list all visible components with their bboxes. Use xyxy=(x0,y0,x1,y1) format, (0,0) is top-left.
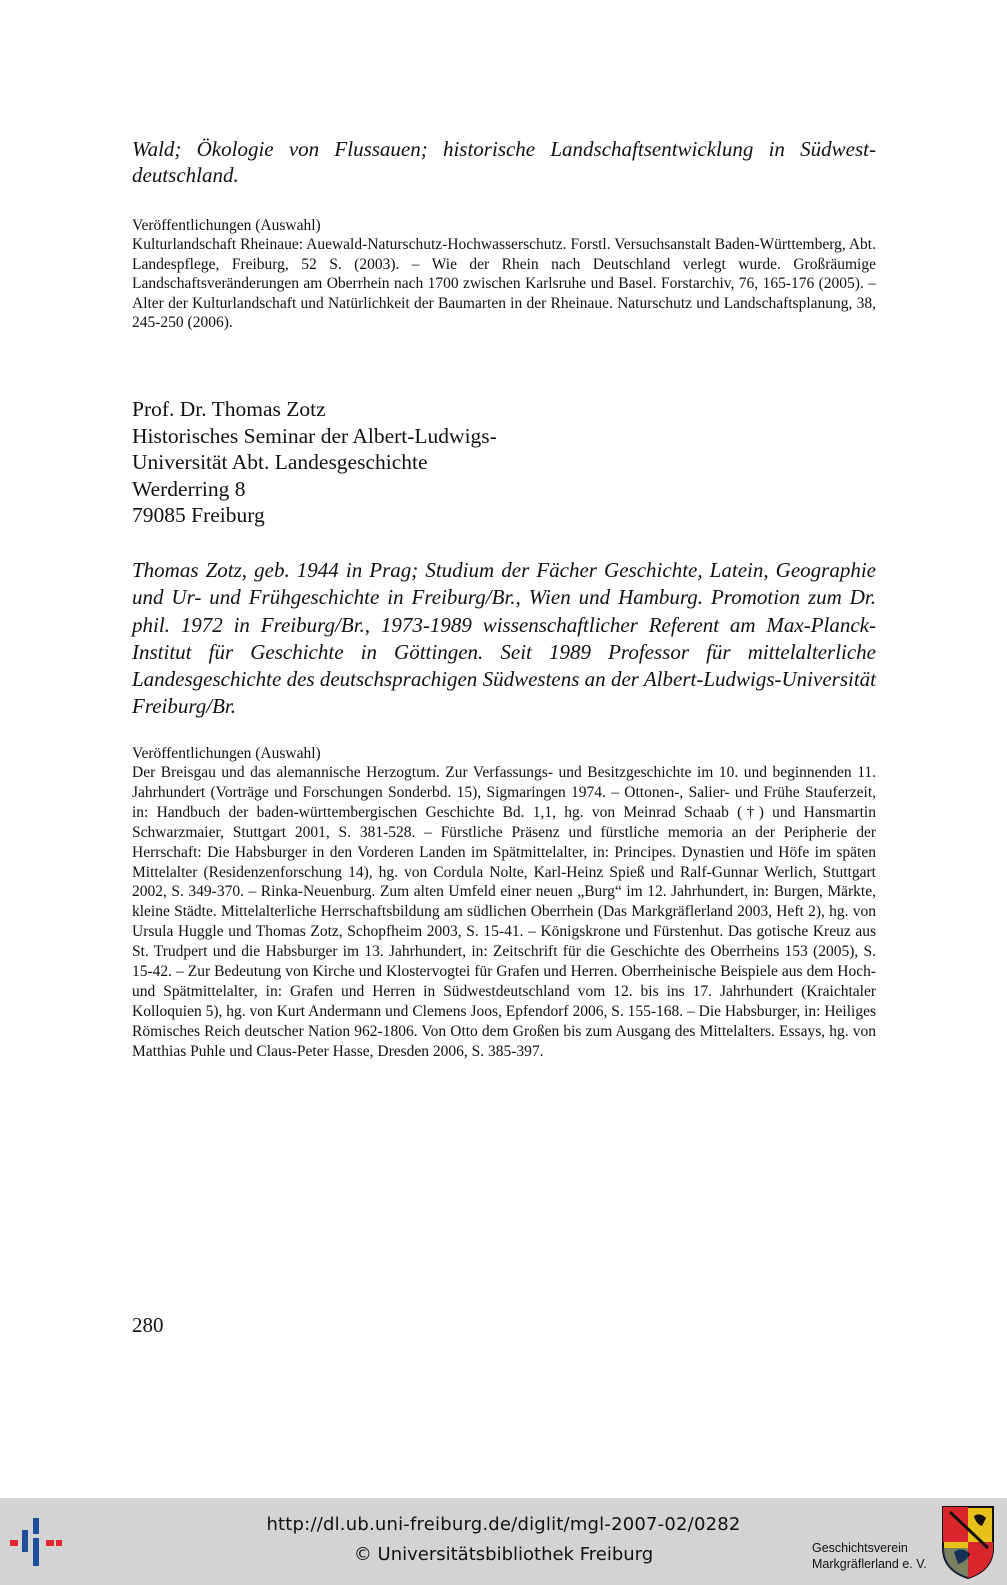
address-line-2: Universität Abt. Landesgeschichte xyxy=(132,450,428,474)
publications-heading: Veröffentlichungen (Auswahl) xyxy=(132,217,321,234)
coat-of-arms-icon xyxy=(940,1504,996,1580)
publications-section-1 xyxy=(132,216,876,333)
author-biography: Thomas Zotz, geb. 1944 in Prag; Studium der Fächer Geschichte, Latein, Geographie und Ur- und Frühgeschichte in Freiburg/Br., Wien und Hamburg. Promotion zum Dr. phil. 1972 in Freiburg/Br., 1973-1989 wissenschaftlicher Referent am Max-Planck-Institut für Geschichte in Göttingen. Seit 1989 Professor für mittelalterliche Landesgeschichte des deutschsprachigen Südwestens an der Albert-Ludwigs-Universität Freiburg/Br. xyxy=(132,558,876,719)
top-fragment-text: Wald; Ökologie von Flussauen; historische Landschaftsentwicklung in Südwest-deutschland. xyxy=(132,137,876,187)
author-name: Prof. Dr. Thomas Zotz xyxy=(132,397,326,421)
page-number: 280 xyxy=(132,1313,164,1337)
footer-copyright: © Universitätsbibliothek Freiburg xyxy=(353,1544,654,1565)
publications-text: Der Breisgau und das alemannische Herzogtum. Zur Verfassungs- und Besitzgeschichte im 10. und beginnenden 11. Jahrhundert (Vorträge und Forschungen Sonderbd. 15), Sigmaringen 1974. – Ottonen-, Salier- und Frühe Stauferzeit, in: Handbuch der baden-württembergischen Geschichte Bd. 1,1, hg. von Meinrad Schaab (†) und Hansmartin Schwarzmaier, Stuttgart 2001, S. 381-528. – Fürstliche Präsenz und fürstliche memoria an der Peripherie der Herrschaft: Die Habsburger in den Vorderen Landen im Spätmittelalter, in: Principes. Dynastien und Höfe im späten Mittelalter (Residenzenforschung 14), hg. von Cordula Nolte, Karl-Heinz Spieß und Ralf-Gunnar Werlich, Stuttgart 2002, S. 349-370. – Rinka-Neuenburg. Zum alten Umfeld einer neuen „Burg“ im 12. Jahrhundert, in: Burgen, Märkte, kleine Städte. Mittelalterliche Herrschaftsbildung am südlichen Oberrhein (Das Markgräflerland 2003, Heft 2), hg. von Ursula Huggle und Thomas Zotz, Schopfheim 2003, S. 15-41. – Königskrone und Fürstenhut. Das gotische Kreuz aus St. Trudpert und die Habsburger im 13. Jahrhundert, in: Zeitschrift für die Geschichte des Oberrheins 153 (2005), S. 15-42. – Zur Bedeutung von Kirche und Klostervogtei für Grafen und Herren. Oberrheinische Beispiele aus dem Hoch- und Spätmittelalter, in: Grafen und Herren in Südwestdeutschland vom 12. bis ins 17. Jahrhundert (Kraichtaler Kolloquien 5), hg. von Kurt Andermann und Clemens Joos, Epfendorf 2006, S. 155-168. – Die Habsburger, in: Heiliges Römisches Reich deutscher Nation 962-1806. Von Otto dem Großen bis zum Ausgang des Mittelalters. Essays, hg. von Matthias Puhle und Claus-Peter Hasse, Dresden 2006, S. 385-397. xyxy=(132,764,876,1060)
publications-section-2 xyxy=(132,744,876,1062)
address-street: Werderring 8 xyxy=(132,476,246,501)
publications-text: Kulturlandschaft Rheinaue: Auewald-Naturschutz-Hochwasserschutz. Forstl. Versuchsanstalt Baden-Württemberg, Abt. Landespflege, Freiburg, 52 S. (2003). – Wie der Rhein nach Deutschland verlegt wurde. Großräumige Landschaftsveränderungen am Oberrhein nach 1700 zwischen Karlsruhe und Basel. Forstarchiv, 76, 165-176 (2005). – Alter der Kulturlandschaft und Natürlichkeit der Baumarten in der Rheinaue. Naturschutz und Landschaftsplanung, 38, 245-250 (2006). xyxy=(132,236,876,332)
author-address xyxy=(132,396,876,529)
address-city: 79085 Freiburg xyxy=(132,503,265,527)
organization-line-2: Markgräflerland e. V. xyxy=(812,1557,927,1571)
publications-heading: Veröffentlichungen (Auswahl) xyxy=(132,745,321,762)
footer-url-link[interactable]: http://dl.ub.uni-freiburg.de/diglit/mgl-2007-02/0282 xyxy=(266,1514,741,1535)
footer-bar xyxy=(0,1498,1007,1585)
organization-name xyxy=(812,1540,932,1572)
address-line-1: Historisches Seminar der Albert-Ludwigs- xyxy=(132,423,497,448)
organization-line-1: Geschichtsverein xyxy=(812,1541,908,1555)
